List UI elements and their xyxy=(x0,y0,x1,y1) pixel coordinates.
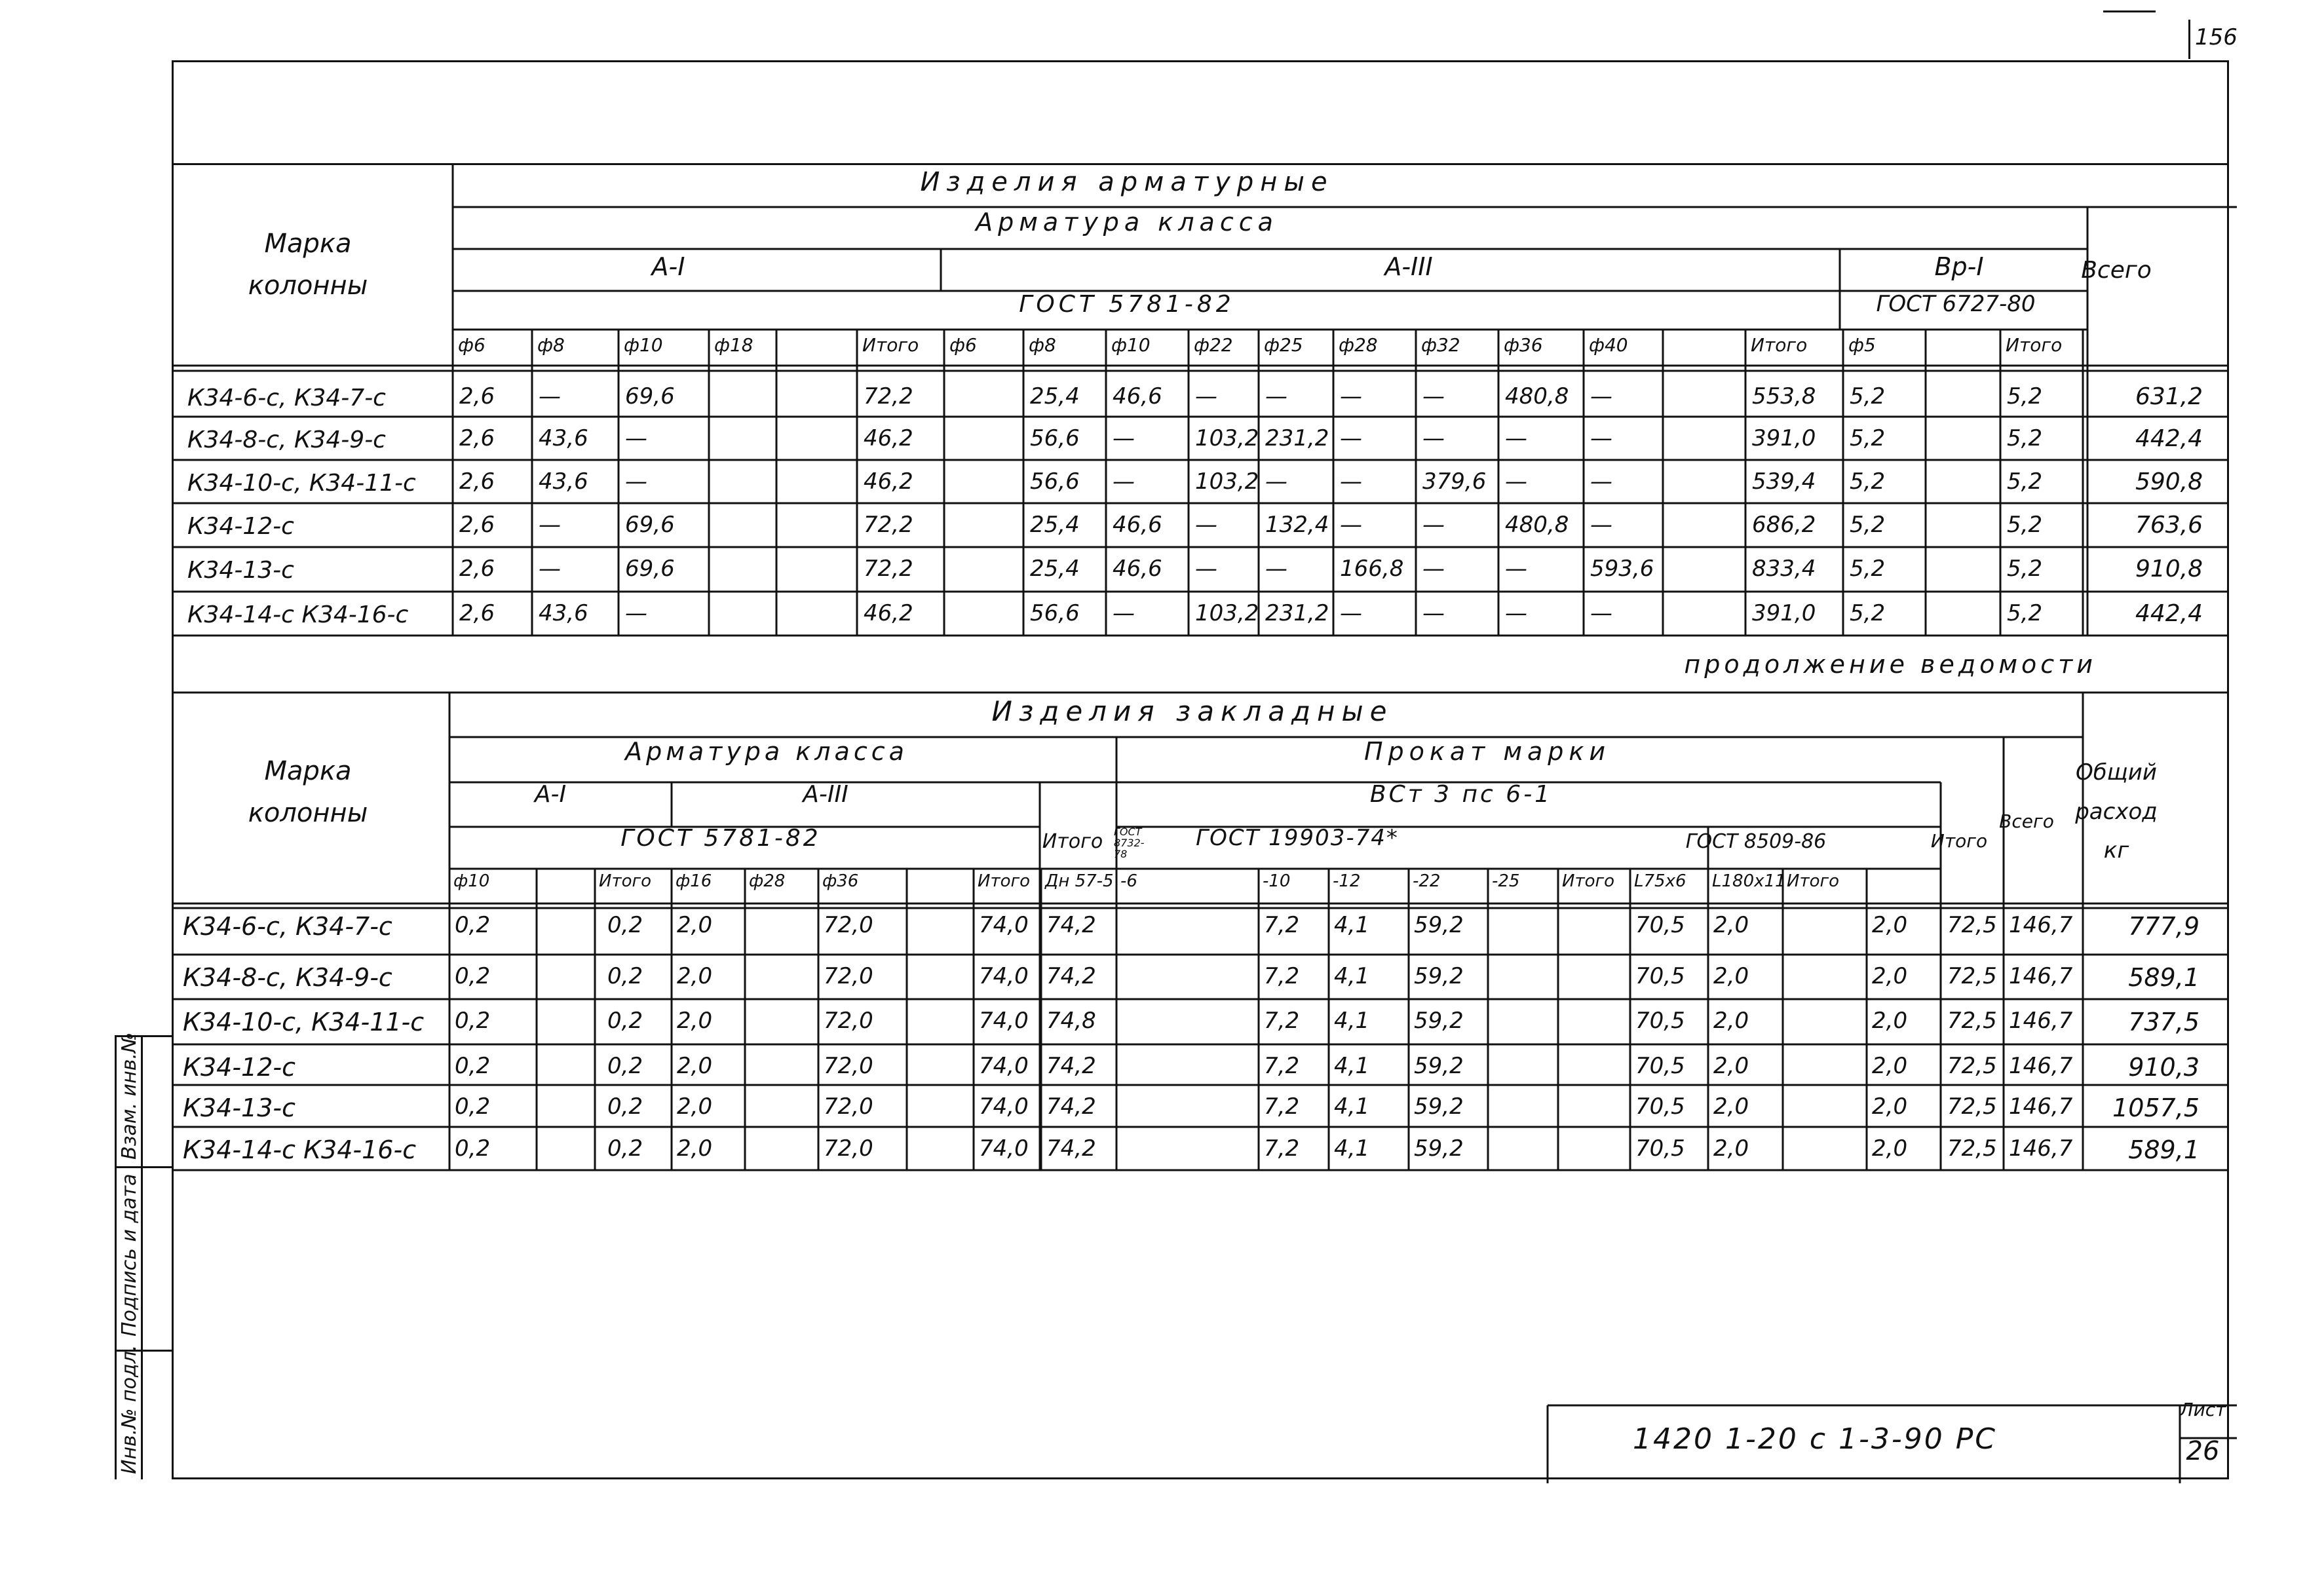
t1-cell: — xyxy=(1265,468,1287,495)
t1-row-total: 590,8 xyxy=(2135,468,2203,495)
t2-cell: 2,0 xyxy=(677,1135,713,1162)
t2-cell: 59,2 xyxy=(1414,1008,1464,1034)
t1-cell: 833,4 xyxy=(1752,556,1816,582)
t1-col-header: ф10 xyxy=(624,334,663,356)
t2-cell: 2,0 xyxy=(1713,1008,1749,1034)
t2-cell: 74,8 xyxy=(1046,1008,1096,1034)
t1-cell: 46,2 xyxy=(864,468,913,495)
t1-cell: — xyxy=(1340,383,1362,409)
t1-cell: 103,2 xyxy=(1195,425,1259,451)
t2-col-header: Итого xyxy=(599,871,652,891)
t1-cell: 2,6 xyxy=(459,468,495,495)
t1-cell: 5,2 xyxy=(1850,512,1886,538)
t2-cell: 7,2 xyxy=(1264,1053,1300,1079)
t1-row-total: 442,4 xyxy=(2135,425,2203,452)
t2-cell: 70,5 xyxy=(1635,1093,1685,1120)
t1-cell: — xyxy=(1505,425,1527,451)
t1-col-header: ф25 xyxy=(1264,334,1303,356)
t1-cell: 46,2 xyxy=(864,425,913,451)
t1-title: Изделия арматурные xyxy=(920,167,1334,197)
t1-cell: — xyxy=(1505,468,1527,495)
t1-col-header: Итого xyxy=(1751,334,1808,356)
t1-cell: — xyxy=(1590,512,1612,538)
doc-code: 1420 1-20 с 1-3-90 РС xyxy=(1633,1422,1997,1456)
t1-col-header: ф8 xyxy=(1029,334,1056,356)
t1-row-total: 763,6 xyxy=(2135,512,2203,539)
t2-cell: 74,0 xyxy=(979,1008,1029,1034)
t2-cell: 2,0 xyxy=(677,1053,713,1079)
t2-armature-itogo: Итого xyxy=(1042,830,1103,853)
t1-cell: 46,2 xyxy=(864,600,913,626)
t1-row-mark: К34-6-с, К34-7-с xyxy=(187,385,386,411)
t2-cell: 59,2 xyxy=(1414,963,1464,989)
t2-cell: 0,2 xyxy=(455,1053,491,1079)
t1-cell: — xyxy=(625,425,647,451)
t2-row-total: 1057,5 xyxy=(2112,1093,2200,1122)
t1-cell: 25,4 xyxy=(1030,383,1080,409)
t1-cell: — xyxy=(1113,425,1135,451)
t2-cell: 4,1 xyxy=(1334,912,1370,938)
t2-cell: 72,0 xyxy=(824,1008,873,1034)
t2-col-header: -25 xyxy=(1492,871,1520,891)
t2-cell: 72,5 xyxy=(1947,1093,1997,1120)
t1-cell: 2,6 xyxy=(459,556,495,582)
t1-cell: 166,8 xyxy=(1340,556,1404,582)
t1-mark-header: Марка колонны xyxy=(248,229,368,301)
t2-col-header: Дн 57-5 xyxy=(1045,871,1114,891)
t2-prokat-itogo: Итого xyxy=(1930,830,1988,852)
t1-cell: 686,2 xyxy=(1752,512,1816,538)
t2-cell: 59,2 xyxy=(1414,1093,1464,1120)
t1-cell: 103,2 xyxy=(1195,600,1259,626)
t2-armature-class: Арматура класса xyxy=(625,737,908,766)
t1-cell: — xyxy=(1422,425,1445,451)
t2-gost-armature: ГОСТ 5781-82 xyxy=(620,825,821,852)
t2-cell: 72,0 xyxy=(824,1135,873,1162)
t1-cell: 2,6 xyxy=(459,383,495,409)
t1-cell: 231,2 xyxy=(1265,600,1329,626)
t2-col-header: Итого xyxy=(1787,871,1840,891)
t2-cell: 74,2 xyxy=(1046,1135,1096,1162)
t1-cell: — xyxy=(625,468,647,495)
t2-cell: 59,2 xyxy=(1414,1053,1464,1079)
t1-cell: 5,2 xyxy=(2007,468,2043,495)
t1-cell: — xyxy=(1422,512,1445,538)
t1-cell: 46,6 xyxy=(1113,383,1162,409)
t2-cell: 74,2 xyxy=(1046,1053,1096,1079)
t2-row-mark: К34-13-с xyxy=(183,1093,296,1122)
t2-cell: 2,0 xyxy=(677,1093,713,1120)
t2-cell: 7,2 xyxy=(1264,1008,1300,1034)
t2-cell: 70,5 xyxy=(1635,912,1685,938)
t1-cell: 391,0 xyxy=(1752,425,1816,451)
t2-cell: 2,0 xyxy=(1713,1135,1749,1162)
t2-cell: 70,5 xyxy=(1635,963,1685,989)
t1-cell: 72,2 xyxy=(864,512,913,538)
t2-col-header: ф16 xyxy=(676,871,712,891)
t2-cell: 146,7 xyxy=(2009,1093,2073,1120)
t1-gost-bp: ГОСТ 6727-80 xyxy=(1876,291,2036,317)
t2-cell: 74,2 xyxy=(1046,912,1096,938)
t2-cell: 72,0 xyxy=(824,1093,873,1120)
t1-gost-main: ГОСТ 5781-82 xyxy=(1019,291,1235,318)
t1-row-mark: К34-13-с xyxy=(187,557,294,584)
t2-cell: 4,1 xyxy=(1334,963,1370,989)
sheet-label: Лист xyxy=(2179,1399,2226,1420)
t1-cell: 43,6 xyxy=(539,468,588,495)
t1-cell: 5,2 xyxy=(2007,425,2043,451)
t2-cell: 72,5 xyxy=(1947,1008,1997,1034)
t2-cell: 0,2 xyxy=(455,963,491,989)
t1-col-header: ф36 xyxy=(1504,334,1543,356)
t1-cell: 391,0 xyxy=(1752,600,1816,626)
t1-cell: — xyxy=(1340,468,1362,495)
t1-cell: — xyxy=(539,383,561,409)
t1-col-header: ф22 xyxy=(1194,334,1233,356)
t1-cell: — xyxy=(1590,600,1612,626)
t2-cell: 146,7 xyxy=(2009,1135,2073,1162)
side-stamp-vzam: Взам. инв.№ xyxy=(118,1032,141,1160)
t1-col-header: ф40 xyxy=(1589,334,1628,356)
t1-col-header: ф6 xyxy=(458,334,486,356)
t2-cell: 74,2 xyxy=(1046,1093,1096,1120)
t1-cell: — xyxy=(1505,600,1527,626)
t1-col-header: Итого xyxy=(2006,334,2063,356)
t1-cell: 231,2 xyxy=(1265,425,1329,451)
t2-gost-8732: ГОСТ 8732-78 xyxy=(1114,826,1145,860)
t2-cell: 0,2 xyxy=(455,1135,491,1162)
t2-cell: 7,2 xyxy=(1264,912,1300,938)
t1-cell: — xyxy=(1505,556,1527,582)
t1-col-header: ф32 xyxy=(1421,334,1460,356)
t1-col-header: Итого xyxy=(862,334,919,356)
t1-cell: 132,4 xyxy=(1265,512,1329,538)
t2-cell: 74,0 xyxy=(979,1053,1029,1079)
t2-cell: 4,1 xyxy=(1334,1093,1370,1120)
t1-cell: — xyxy=(1113,468,1135,495)
t1-cell: — xyxy=(1265,383,1287,409)
t2-cell: 0,2 xyxy=(455,1008,491,1034)
t1-cell: — xyxy=(1113,600,1135,626)
continuation-label: продолжение ведомости xyxy=(1684,650,2097,679)
t2-cell: 0,2 xyxy=(607,912,643,938)
t1-col-header: ф28 xyxy=(1339,334,1378,356)
t1-cell: 43,6 xyxy=(539,600,588,626)
t2-cell: 0,2 xyxy=(607,1093,643,1120)
t1-cell: — xyxy=(1422,600,1445,626)
t2-row-total: 910,3 xyxy=(2128,1053,2200,1082)
t2-cell: 2,0 xyxy=(1872,1093,1908,1120)
t2-row-mark: К34-6-с, К34-7-с xyxy=(183,912,392,941)
t2-cell: 59,2 xyxy=(1414,1135,1464,1162)
t2-cell: 72,5 xyxy=(1947,963,1997,989)
t1-class-AI: А-I xyxy=(651,252,685,281)
t1-cell: — xyxy=(1340,600,1362,626)
t1-cell: 553,8 xyxy=(1752,383,1816,409)
t2-row-total: 777,9 xyxy=(2128,912,2200,941)
t1-armature-class: Арматура класса xyxy=(976,208,1278,237)
t2-total-header: Общий расход кг xyxy=(2075,759,2158,864)
t2-cell: 7,2 xyxy=(1264,963,1300,989)
t2-cell: 59,2 xyxy=(1414,912,1464,938)
sheet-corner-number: 156 xyxy=(2195,24,2238,50)
t1-cell: 2,6 xyxy=(459,512,495,538)
t2-row-total: 737,5 xyxy=(2128,1008,2200,1036)
t2-cell: 74,0 xyxy=(979,1093,1029,1120)
t2-title: Изделия закладные xyxy=(991,695,1394,727)
t1-cell: — xyxy=(1195,512,1217,538)
t2-col-header: -12 xyxy=(1333,871,1361,891)
t1-cell: 25,4 xyxy=(1030,556,1080,582)
t1-cell: 69,6 xyxy=(625,383,675,409)
t1-cell: — xyxy=(1590,468,1612,495)
t2-cell: 146,7 xyxy=(2009,912,2073,938)
t2-cell: 7,2 xyxy=(1264,1135,1300,1162)
t2-cell: 4,1 xyxy=(1334,1008,1370,1034)
t2-cell: 2,0 xyxy=(1872,1053,1908,1079)
t2-row-total: 589,1 xyxy=(2128,1135,2200,1164)
t1-cell: — xyxy=(539,556,561,582)
t1-cell: — xyxy=(1195,383,1217,409)
t2-cell: 72,0 xyxy=(824,963,873,989)
t1-row-total: 631,2 xyxy=(2135,383,2203,410)
t2-cell: 4,1 xyxy=(1334,1053,1370,1079)
t2-cell: 72,5 xyxy=(1947,912,1997,938)
t1-row-total: 442,4 xyxy=(2135,600,2203,627)
t2-col-header: -22 xyxy=(1413,871,1441,891)
t2-steel-grade: ВСт 3 пс 6-1 xyxy=(1369,781,1553,808)
t2-row-mark: К34-8-с, К34-9-с xyxy=(183,963,392,992)
t2-col-header: Итого xyxy=(1562,871,1615,891)
t1-cell: 5,2 xyxy=(2007,556,2043,582)
t2-cell: 2,0 xyxy=(1872,1008,1908,1034)
t2-cell: 70,5 xyxy=(1635,1008,1685,1034)
t2-col-header: -6 xyxy=(1120,871,1137,891)
t1-row-total: 910,8 xyxy=(2135,556,2203,582)
t2-cell: 0,2 xyxy=(455,912,491,938)
t2-cell: 2,0 xyxy=(1713,1053,1749,1079)
t2-cell: 70,5 xyxy=(1635,1135,1685,1162)
t2-cell: 2,0 xyxy=(1713,912,1749,938)
t1-cell: 43,6 xyxy=(539,425,588,451)
t1-cell: 46,6 xyxy=(1113,512,1162,538)
t2-cell: 146,7 xyxy=(2009,1053,2073,1079)
t2-class-AI: А-I xyxy=(534,781,567,808)
t1-col-header: ф5 xyxy=(1848,334,1876,356)
t2-cell: 72,0 xyxy=(824,1053,873,1079)
t1-cell: 5,2 xyxy=(1850,556,1886,582)
t2-cell: 2,0 xyxy=(1713,963,1749,989)
t2-row-mark: К34-10-с, К34-11-с xyxy=(183,1008,425,1036)
t1-row-mark: К34-8-с, К34-9-с xyxy=(187,427,386,453)
t1-cell: 480,8 xyxy=(1505,383,1569,409)
t2-col-header: Итого xyxy=(978,871,1031,891)
t2-cell: 4,1 xyxy=(1334,1135,1370,1162)
t2-col-header: L180x11 xyxy=(1712,871,1786,891)
t1-cell: 5,2 xyxy=(1850,468,1886,495)
t1-cell: 72,2 xyxy=(864,556,913,582)
t2-prokat: Прокат марки xyxy=(1363,737,1611,766)
t1-cell: — xyxy=(1590,383,1612,409)
t1-row-mark: К34-14-с К34-16-с xyxy=(187,601,409,628)
t1-row-mark: К34-12-с xyxy=(187,513,294,540)
t2-cell: 72,5 xyxy=(1947,1053,1997,1079)
t1-class-BpI: Вр-I xyxy=(1934,252,1984,281)
t1-cell: — xyxy=(1265,556,1287,582)
t1-class-AIII: А-III xyxy=(1384,252,1433,281)
t1-cell: 69,6 xyxy=(625,556,675,582)
t2-cell: 72,5 xyxy=(1947,1135,1997,1162)
t1-cell: 5,2 xyxy=(2007,600,2043,626)
t2-gost-8509: ГОСТ 8509-86 xyxy=(1685,830,1827,853)
t2-cell: 2,0 xyxy=(677,1008,713,1034)
t2-cell: 0,2 xyxy=(607,1135,643,1162)
t2-cell: 2,0 xyxy=(1872,912,1908,938)
sheet-number: 26 xyxy=(2186,1436,2220,1466)
t1-cell: 103,2 xyxy=(1195,468,1259,495)
t1-cell: — xyxy=(539,512,561,538)
t1-cell: 5,2 xyxy=(2007,512,2043,538)
t1-cell: 72,2 xyxy=(864,383,913,409)
side-stamp-inv-podl: Инв.№ подл. xyxy=(118,1344,141,1474)
t2-cell: 72,0 xyxy=(824,912,873,938)
t1-cell: 69,6 xyxy=(625,512,675,538)
t1-cell: 2,6 xyxy=(459,425,495,451)
t2-cell: 2,0 xyxy=(1713,1093,1749,1120)
t1-cell: 56,6 xyxy=(1030,600,1080,626)
t1-cell: — xyxy=(1422,556,1445,582)
t1-cell: 46,6 xyxy=(1113,556,1162,582)
t2-col-header: L75x6 xyxy=(1634,871,1686,891)
t2-cell: 146,7 xyxy=(2009,963,2073,989)
t2-cell: 0,2 xyxy=(607,1008,643,1034)
t1-cell: 593,6 xyxy=(1590,556,1654,582)
t2-cell: 0,2 xyxy=(607,1053,643,1079)
t1-cell: 5,2 xyxy=(1850,600,1886,626)
t2-cell: 2,0 xyxy=(1872,963,1908,989)
t2-cell: 2,0 xyxy=(1872,1135,1908,1162)
t1-col-header: ф6 xyxy=(949,334,977,356)
t2-gost-19903: ГОСТ 19903-74* xyxy=(1196,825,1399,851)
t2-cell: 74,2 xyxy=(1046,963,1096,989)
t2-cell: 2,0 xyxy=(677,963,713,989)
side-stamp-podpis: Подпись и дата xyxy=(118,1173,141,1337)
t1-row-mark: К34-10-с, К34-11-с xyxy=(187,470,416,497)
t2-row-mark: К34-12-с xyxy=(183,1053,296,1082)
t1-cell: — xyxy=(1422,383,1445,409)
t2-cell: 0,2 xyxy=(607,963,643,989)
t2-cell: 70,5 xyxy=(1635,1053,1685,1079)
t2-row-total: 589,1 xyxy=(2128,963,2200,992)
t1-cell: 480,8 xyxy=(1505,512,1569,538)
t1-cell: 5,2 xyxy=(1850,383,1886,409)
t1-cell: — xyxy=(1195,556,1217,582)
t2-row-mark: К34-14-с К34-16-с xyxy=(183,1135,417,1164)
t1-cell: — xyxy=(1340,425,1362,451)
t2-cell: 146,7 xyxy=(2009,1008,2073,1034)
t2-cell: 2,0 xyxy=(677,912,713,938)
t2-cell: 0,2 xyxy=(455,1093,491,1120)
t2-cell: 7,2 xyxy=(1264,1093,1300,1120)
t1-cell: 25,4 xyxy=(1030,512,1080,538)
t1-cell: — xyxy=(1590,425,1612,451)
t1-cell: — xyxy=(625,600,647,626)
t1-cell: 5,2 xyxy=(1850,425,1886,451)
t2-col-header: ф36 xyxy=(822,871,859,891)
t2-cell: 74,0 xyxy=(979,912,1029,938)
t2-mark-header: Марка колонны xyxy=(248,756,368,828)
t2-cell: 74,0 xyxy=(979,963,1029,989)
t2-vsego: Всего xyxy=(1999,810,2054,832)
t1-cell: — xyxy=(1340,512,1362,538)
t1-total-header: Всего xyxy=(2081,257,2152,284)
t2-col-header: ф28 xyxy=(749,871,786,891)
t2-col-header: ф10 xyxy=(453,871,490,891)
t1-cell: 2,6 xyxy=(459,600,495,626)
t1-cell: 56,6 xyxy=(1030,425,1080,451)
t1-col-header: ф10 xyxy=(1111,334,1151,356)
t2-class-AIII: А-III xyxy=(803,781,848,808)
t1-cell: 5,2 xyxy=(2007,383,2043,409)
t1-cell: 56,6 xyxy=(1030,468,1080,495)
t1-cell: 379,6 xyxy=(1422,468,1487,495)
t1-cell: 539,4 xyxy=(1752,468,1816,495)
t2-cell: 74,0 xyxy=(979,1135,1029,1162)
t1-col-header: ф8 xyxy=(537,334,565,356)
t1-col-header: ф18 xyxy=(714,334,753,356)
t2-col-header: -10 xyxy=(1263,871,1291,891)
